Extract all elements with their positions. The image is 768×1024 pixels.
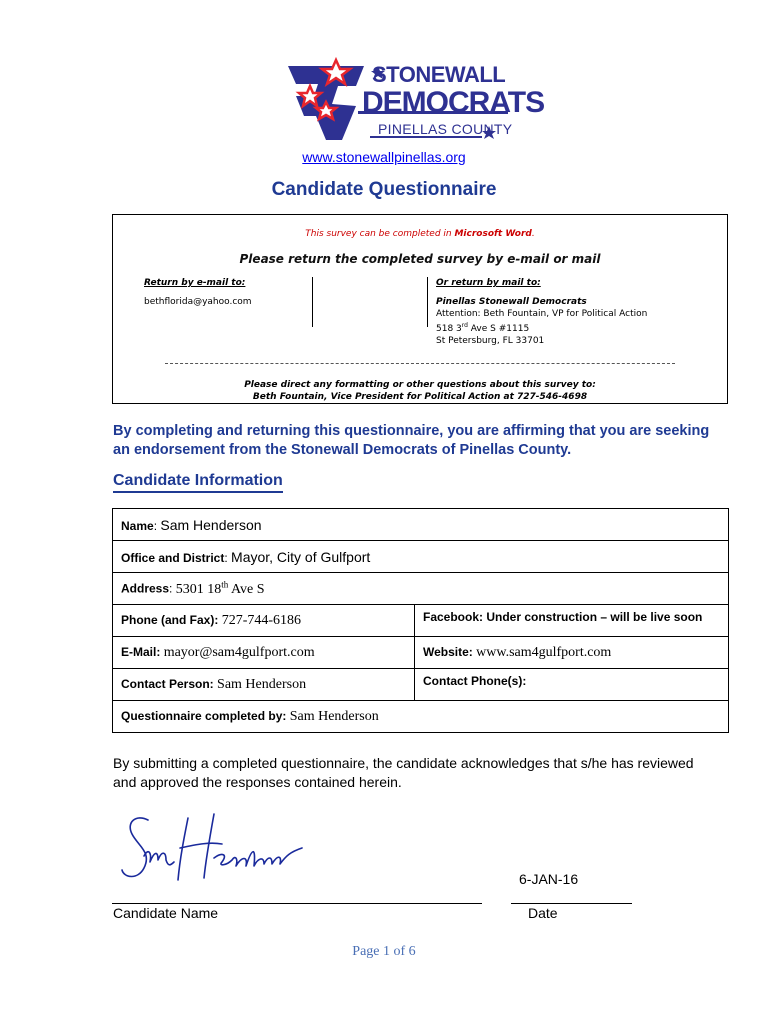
table-row <box>113 701 729 733</box>
date-label: Date <box>528 905 558 921</box>
contact-person-cell[interactable]: Contact Person: Sam Henderson <box>113 669 415 701</box>
table-row <box>113 669 729 701</box>
date-line <box>511 903 632 904</box>
email-cell[interactable]: E-Mail: mayor@sam4gulfport.com <box>113 637 415 669</box>
phone-cell[interactable]: Phone (and Fax): 727-744-6186 <box>113 605 415 637</box>
table-row <box>113 637 729 669</box>
completed-by-cell[interactable]: Questionnaire completed by: Sam Henderson <box>113 701 729 733</box>
acknowledgement-text: By submitting a completed questionnaire, the candidate acknowledges that s/he has reviewed and approved the responses contained herein. <box>113 755 694 790</box>
column-divider <box>427 277 428 327</box>
affirmation-text: By completing and returning this questionnaire, you are affirming that you are seeking an endorsement from the Stonewall Democrats of Pinellas County. <box>113 423 710 458</box>
document-title: Candidate Questionnaire <box>271 179 497 200</box>
section-title-candidate-info: Candidate Information <box>113 472 283 493</box>
mail-return-heading: Or return by mail to: <box>436 278 541 288</box>
column-divider <box>312 277 313 327</box>
facebook-cell[interactable]: Facebook: Under construction – will be live soon <box>415 605 729 637</box>
logo-text-stonewall: STONEWALL <box>372 62 506 87</box>
survey-return-box <box>112 214 728 404</box>
dashed-divider <box>165 363 675 364</box>
signature-image <box>118 808 308 890</box>
table-row <box>113 573 729 605</box>
candidate-info-table <box>112 508 729 733</box>
email-return-heading: Return by e-mail to: <box>144 278 246 288</box>
contact-phone-cell[interactable]: Contact Phone(s): <box>415 669 729 701</box>
table-row <box>113 541 729 573</box>
candidate-name-line <box>112 903 482 904</box>
return-heading: Please return the completed survey by e-mail or mail <box>239 252 601 266</box>
signature-date: 6-JAN-16 <box>519 871 579 887</box>
website-cell[interactable]: Website: www.sam4gulfport.com <box>415 637 729 669</box>
address-cell[interactable]: Address: 5301 18th Ave S <box>113 573 729 605</box>
candidate-name-label: Candidate Name <box>113 905 219 921</box>
table-row <box>113 509 729 541</box>
table-row <box>113 605 729 637</box>
website-link[interactable]: www.stonewallpinellas.org <box>302 149 466 165</box>
word-note: This survey can be completed in Microsoft Word. <box>305 229 535 239</box>
page-number: Page 1 of 6 <box>352 944 416 959</box>
logo-text-democrats: DEMOCRATS <box>362 86 545 119</box>
logo-text-county: PINELLAS COUNTY <box>378 121 513 137</box>
return-email[interactable]: bethflorida@yahoo.com <box>144 297 252 307</box>
direct-questions: Please direct any formatting or other questions about this survey to: Beth Fountain, Vice President for Political Action at 727-546-4698 <box>244 380 596 402</box>
office-cell[interactable]: Office and District: Mayor, City of Gulfport <box>113 541 729 573</box>
mail-address: Pinellas Stonewall Democrats Attention: Beth Fountain, VP for Political Action 518 3rd Ave S #1115 St Petersburg, FL 33701 <box>436 297 648 346</box>
name-cell[interactable]: Name: Sam Henderson <box>113 509 729 541</box>
